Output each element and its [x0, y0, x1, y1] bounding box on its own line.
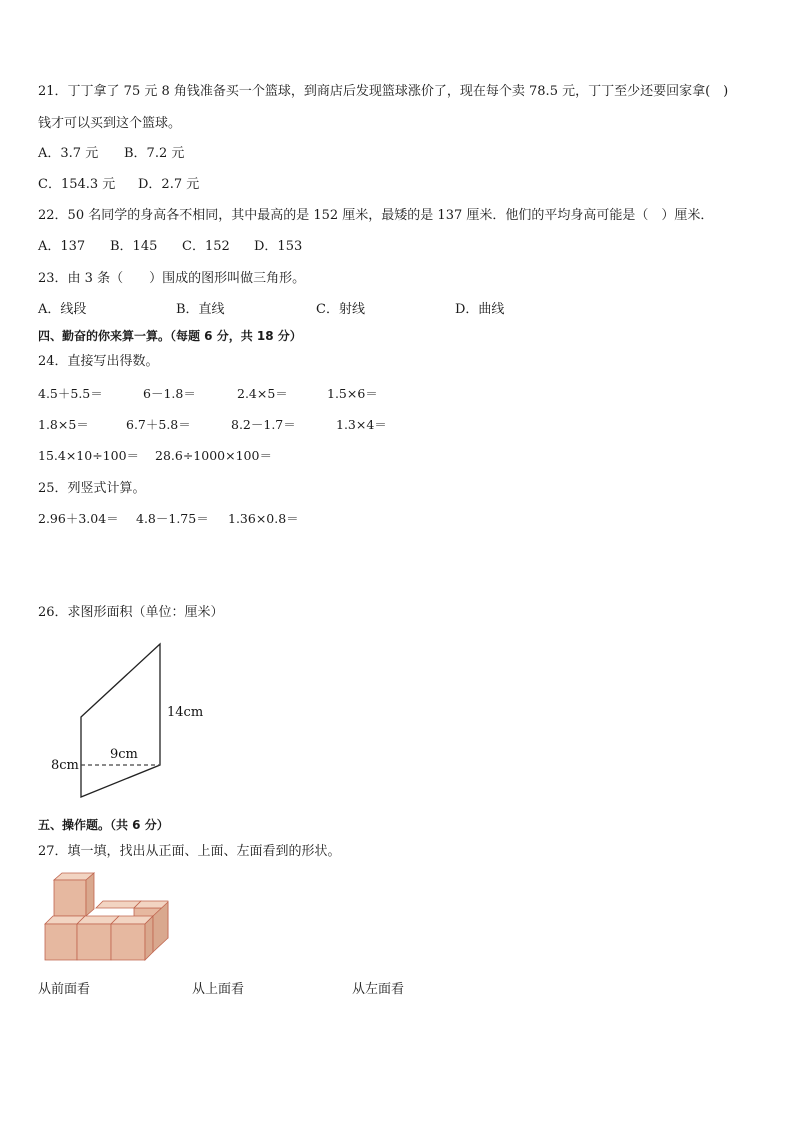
- q21-option-d[interactable]: D．2.7 元: [138, 177, 200, 192]
- q24-text: 24．直接写出得数。: [38, 354, 159, 369]
- q23-option-c[interactable]: C．射线: [316, 302, 365, 317]
- label-9cm: 9cm: [110, 747, 138, 762]
- q21-line2: 钱才可以买到这个篮球。: [38, 116, 182, 131]
- q24-r3c2: 28.6÷1000×100＝: [155, 448, 272, 463]
- q24-r2c3: 8.2－1.7＝: [231, 417, 296, 432]
- q23-option-d[interactable]: D．曲线: [455, 302, 505, 317]
- stacked-top-cube: [54, 873, 94, 916]
- trapezoid-figure: [40, 638, 260, 808]
- q22-option-a[interactable]: A．137: [38, 239, 86, 254]
- q22-option-b[interactable]: B．145: [110, 239, 158, 254]
- q24-r2c2: 6.7＋5.8＝: [126, 417, 191, 432]
- q21-option-c[interactable]: C．154.3 元: [38, 177, 116, 192]
- q21-option-b[interactable]: B．7.2 元: [124, 146, 185, 161]
- trapezoid-shape: [81, 644, 160, 797]
- q24-r2c1: 1.8×5＝: [38, 417, 89, 432]
- view-top-label: 从上面看: [192, 982, 245, 997]
- q22-option-c[interactable]: C．152: [182, 239, 230, 254]
- q25-item1: 2.96＋3.04＝: [38, 511, 119, 526]
- label-8cm: 8cm: [51, 758, 79, 773]
- label-14cm: 14cm: [167, 705, 204, 720]
- q25-item3: 1.36×0.8＝: [228, 511, 299, 526]
- view-front-label: 从前面看: [38, 982, 91, 997]
- q23-option-b[interactable]: B．直线: [176, 302, 225, 317]
- q21-option-a[interactable]: A．3.7 元: [38, 146, 99, 161]
- q23-text: 23．由 3 条（ ）围成的图形叫做三角形。: [38, 271, 306, 286]
- q23-options: [38, 301, 504, 319]
- q22-options: [38, 238, 302, 256]
- q21-line1: 21．丁丁拿了 75 元 8 角钱准备买一个篮球，到商店后发现篮球涨价了，现在每个卖 78.5 元，丁丁至少还要回家拿( ): [38, 84, 729, 99]
- q22-option-d[interactable]: D．153: [254, 239, 303, 254]
- cube-stack-figure: [40, 868, 180, 968]
- q25-text: 25．列竖式计算。: [38, 481, 146, 496]
- q24-r1c3: 2.4×5＝: [237, 386, 288, 401]
- q21-options-row2: [38, 176, 199, 194]
- q27-text: 27．填一填，找出从正面、上面、左面看到的形状。: [38, 844, 341, 859]
- q23-option-a[interactable]: A．线段: [38, 302, 87, 317]
- q24-r1c2: 6－1.8＝: [143, 386, 196, 401]
- q24-r3c1: 15.4×10÷100＝: [38, 448, 140, 463]
- q24-r2c4: 1.3×4＝: [336, 417, 387, 432]
- q24-r1c4: 1.5×6＝: [327, 386, 378, 401]
- q26-text: 26．求图形面积（单位：厘米）: [38, 605, 224, 620]
- section-4-heading: 四、勤奋的你来算一算。（每题 6 分，共 18 分）: [38, 329, 302, 343]
- q24-r1c1: 4.5＋5.5＝: [38, 386, 103, 401]
- q25-item2: 4.8－1.75＝: [136, 511, 209, 526]
- section-5-heading: 五、操作题。（共 6 分）: [38, 818, 169, 832]
- view-left-label: 从左面看: [352, 982, 405, 997]
- q22-text: 22．50 名同学的身高各不相同，其中最高的是 152 厘米，最矮的是 137 厘米．他们的平均身高可能是（ ）厘米．: [38, 208, 714, 223]
- q21-options-row1: [38, 145, 184, 163]
